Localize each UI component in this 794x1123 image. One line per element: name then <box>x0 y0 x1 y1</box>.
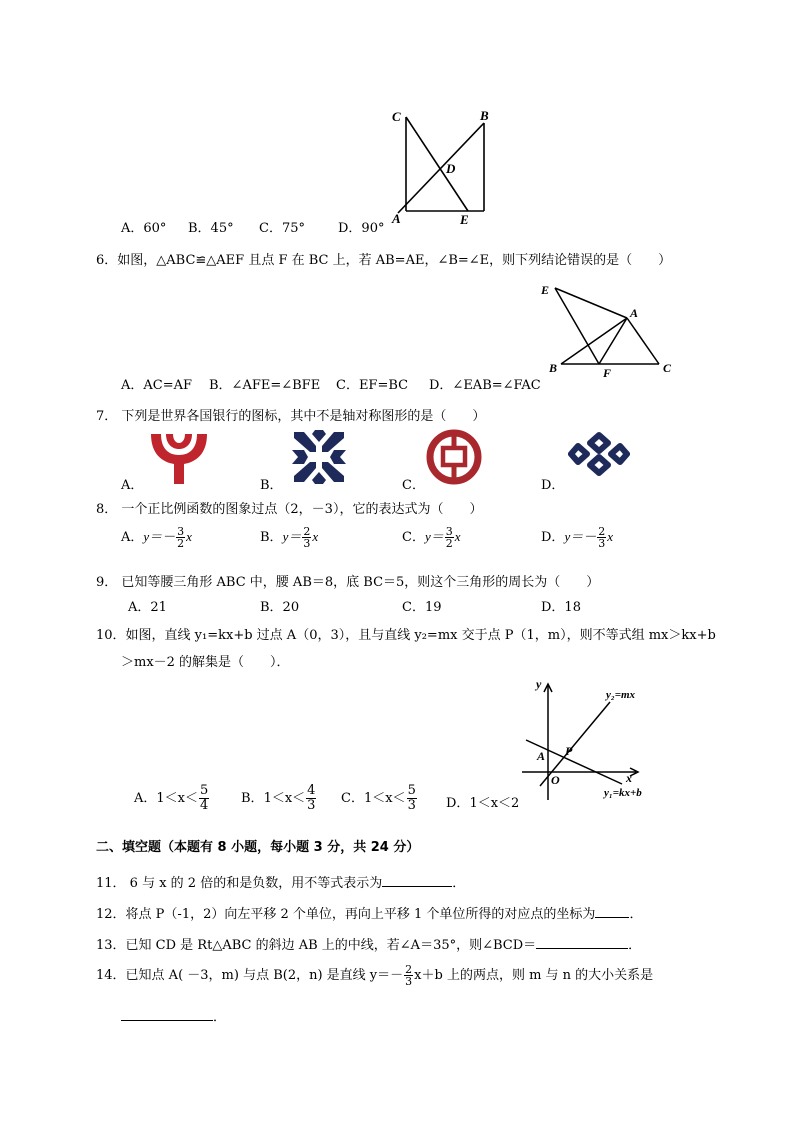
q6-label-c: C <box>663 361 672 375</box>
q10-option-d[interactable] <box>446 792 519 811</box>
q6-stem: 6．如图，△ABC≌△AEF 且点 F 在 BC 上，若 AB=AE，∠B=∠E，则下列结论错误的是（ ） <box>96 253 672 268</box>
q14-num: 2 <box>405 963 413 976</box>
q7-option-d-label[interactable]: D． <box>541 478 565 493</box>
q13-line <box>96 934 641 953</box>
q10-option-c-fraction <box>407 784 417 813</box>
q10-option-c-text: 1＜x＜ <box>363 791 406 806</box>
q9-option-c[interactable]: C．19 <box>402 600 442 615</box>
q8-option-c[interactable] <box>402 526 461 549</box>
q8-stem: 8． 一个正比例函数的图象过点（2，－3），它的表达式为（ ） <box>96 502 483 517</box>
q10-label-y2: y₂=mx <box>606 689 636 701</box>
q10-label-y1: y₁=kx+b <box>604 787 642 799</box>
q7-option-a-label[interactable]: A． <box>121 478 144 493</box>
q14-den: 3 <box>405 975 413 988</box>
q5-option-a[interactable]: A．60° <box>121 221 167 236</box>
q6-figure <box>535 278 685 378</box>
q8-option-b-letter: B． <box>260 530 283 545</box>
q10-option-a[interactable] <box>134 784 210 813</box>
q5-label-b: B <box>480 108 489 123</box>
q8-option-c-num: 3 <box>445 525 453 538</box>
q8-option-d-letter: D． <box>541 530 565 545</box>
q14-part1: 14．已知点 A( －3，m) 与点 B(2，n) 是直线 y＝－ <box>96 968 404 983</box>
q8-option-a-prefix: y＝－ <box>143 529 176 544</box>
q14-fraction <box>404 964 413 987</box>
q8-option-b-fraction <box>302 526 311 549</box>
q10-graph <box>518 676 668 806</box>
q8-option-d-num: 2 <box>598 525 606 538</box>
q8-option-d-var: x <box>607 529 613 544</box>
q10-option-b-text: 1＜x＜ <box>263 791 306 806</box>
q14-end: ． <box>213 1010 227 1025</box>
q10-option-b-num: 4 <box>307 783 316 798</box>
q6-option-b[interactable]: B．∠AFE=∠BFE <box>209 378 321 393</box>
q10-label-a: A <box>537 749 546 763</box>
q8-option-a-fraction <box>176 526 185 549</box>
q13-end: ． <box>628 938 642 953</box>
q8-option-a-letter: A． <box>121 530 144 545</box>
q8-option-a-num: 3 <box>177 525 185 538</box>
q7-logo-c-icon[interactable] <box>426 429 482 485</box>
q6-option-a[interactable]: A．AC=AF <box>121 378 193 393</box>
q5-label-a: A <box>392 211 401 225</box>
q8-option-b-var: x <box>312 529 319 544</box>
q10-option-a-fraction <box>199 784 209 813</box>
q6-label-e: E <box>541 283 550 297</box>
q8-option-c-prefix: y＝ <box>424 529 444 544</box>
q10-option-d-letter: D． <box>446 796 470 811</box>
q10-label-y: y <box>536 677 542 691</box>
q10-option-c-den: 3 <box>407 798 416 813</box>
q12-text: 12．将点 P（-1，2）向左平移 2 个单位，再向上平移 1 个单位所得的对应点的坐标为 <box>96 907 596 922</box>
q9-option-d[interactable]: D．18 <box>541 600 581 615</box>
q6-option-c[interactable]: C．EF=BC <box>336 378 409 393</box>
q10-option-a-letter: A． <box>134 791 157 806</box>
q8-option-c-letter: C． <box>402 530 425 545</box>
q7-logo-a-icon[interactable] <box>148 430 210 486</box>
q8-option-d-den: 3 <box>598 537 606 550</box>
q8-option-a-den: 2 <box>177 537 185 550</box>
q7-logo-d-icon[interactable] <box>568 431 630 477</box>
q8-option-b[interactable] <box>260 526 318 549</box>
q10-option-a-num: 5 <box>200 783 209 798</box>
q13-text: 13．已知 CD 是 Rt△ABC 的斜边 AB 上的中线，若∠A＝35°，则∠BCD＝ <box>96 938 537 953</box>
q7-option-c-label[interactable]: C． <box>402 478 425 493</box>
q8-option-a-var: x <box>186 529 192 544</box>
q10-label-x: x <box>626 771 632 785</box>
q7-logo-b-icon[interactable] <box>290 430 348 484</box>
q14-line <box>96 964 653 987</box>
q10-option-b-letter: B． <box>241 791 264 806</box>
q11-answer-blank[interactable] <box>382 874 452 887</box>
q8-option-d-fraction <box>597 526 606 549</box>
q9-option-a[interactable]: A．21 <box>128 600 167 615</box>
q6-option-d[interactable]: D．∠EAB=∠FAC <box>429 378 541 393</box>
q10-option-b[interactable] <box>241 784 317 813</box>
q5-label-d: D <box>446 161 456 176</box>
q7-stem: 7． 下列是世界各国银行的图标，其中不是轴对称图形的是（ ） <box>96 409 486 424</box>
q8-option-a[interactable] <box>121 526 192 549</box>
q11-end: ． <box>452 876 466 891</box>
q10-stem-line1: 10．如图，直线 y₁=kx+b 过点 A（0，3），且与直线 y₂=mx 交于点 P（1，m），则不等式组 mx＞kx+b <box>96 628 716 643</box>
q10-label-p: P <box>565 744 573 758</box>
q7-option-b-label[interactable]: B． <box>260 478 283 493</box>
q6-label-b: B <box>549 361 558 375</box>
q13-answer-blank[interactable] <box>536 936 628 949</box>
q8-option-c-var: x <box>454 529 461 544</box>
q10-label-o: O <box>551 773 560 787</box>
q5-option-d[interactable]: D．90° <box>338 221 385 236</box>
q10-option-a-den: 4 <box>200 798 209 813</box>
q8-option-d-prefix: y＝－ <box>564 529 597 544</box>
q12-line <box>96 903 642 922</box>
q8-option-b-num: 2 <box>303 525 311 538</box>
q5-label-c: C <box>392 109 401 124</box>
q10-option-c[interactable] <box>341 784 418 813</box>
q10-stem-line2: ＞mx－2 的解集是（ ）． <box>121 655 290 670</box>
q8-option-b-den: 3 <box>303 537 311 550</box>
q5-option-b[interactable]: B．45° <box>188 221 234 236</box>
q11-text: 11． 6 与 x 的 2 倍的和是负数，用不等式表示为 <box>96 876 383 891</box>
q10-option-a-text: 1＜x＜ <box>156 791 198 806</box>
q12-answer-blank[interactable] <box>595 905 629 918</box>
q10-option-b-fraction <box>306 784 316 813</box>
q12-end: ． <box>629 907 643 922</box>
q9-option-b[interactable]: B．20 <box>260 600 300 615</box>
q14-part2: x＋b 上的两点，则 m 与 n 的大小关系是 <box>414 968 654 983</box>
q11-line <box>96 872 465 891</box>
q6-label-a: A <box>630 306 639 320</box>
section2-heading: 二、填空题（本题有 8 小题，每小题 3 分，共 24 分） <box>96 840 420 855</box>
q5-label-e: E <box>460 212 469 225</box>
q8-option-d[interactable] <box>541 526 613 549</box>
q9-stem: 9． 已知等腰三角形 ABC 中，腰 AB＝8，底 BC＝5，则这个三角形的周长为（ ） <box>96 575 600 590</box>
q10-option-d-text: 1＜x＜2 <box>469 796 520 811</box>
q14-answer-blank[interactable] <box>121 1008 213 1021</box>
q5-option-c[interactable]: C．75° <box>259 221 305 236</box>
q14-answer-line <box>121 1006 226 1025</box>
q10-option-c-letter: C． <box>341 791 364 806</box>
q10-option-b-den: 3 <box>307 798 316 813</box>
q5-figure <box>388 105 498 225</box>
q6-label-f: F <box>603 366 612 378</box>
q8-option-c-den: 2 <box>445 537 453 550</box>
q8-option-b-prefix: y＝ <box>282 529 302 544</box>
q10-option-c-num: 5 <box>407 783 416 798</box>
q8-option-c-fraction <box>445 526 454 549</box>
